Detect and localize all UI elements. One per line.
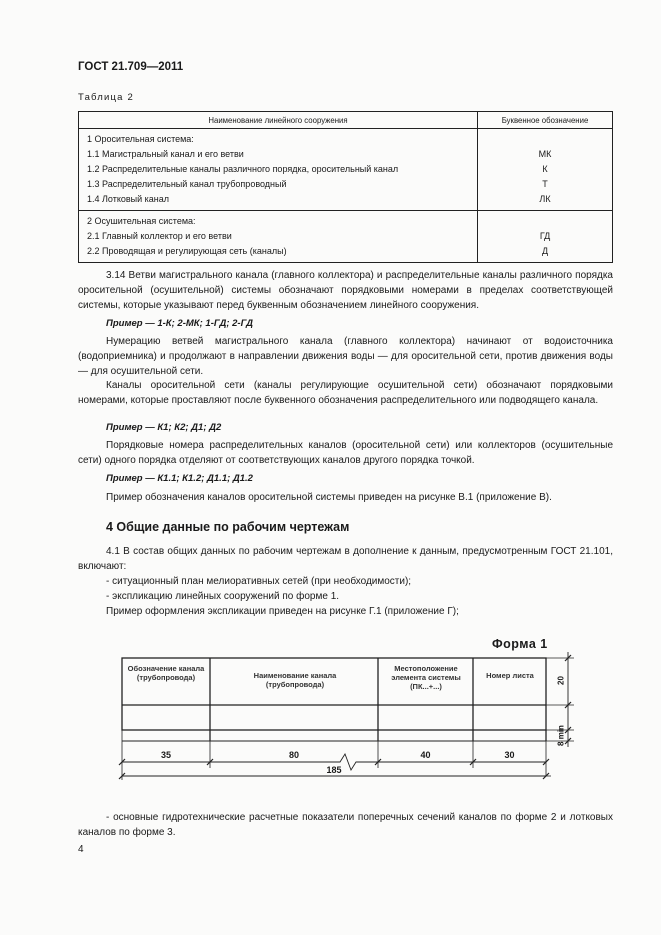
section-4-heading: 4 Общие данные по рабочим чертежам <box>106 520 350 534</box>
table-row-name: 1.2 Распределительные каналы различного порядка, оросительный канал <box>87 164 399 174</box>
col-header-code: Буквенное обозначение <box>478 112 613 129</box>
form-1-width-3: 40 <box>420 750 431 760</box>
table-row-code: ЛК <box>539 194 551 204</box>
table-row-code: Д <box>541 246 549 256</box>
paragraph-numbering: Нумерацию ветвей магистрального канала (главного коллектора) начинают от водоисточника (водоприемника) и продолжают в направлении движения воды — для оросительной сети, против движения воды — для осушительной сети. <box>78 336 613 377</box>
form-1-title: Форма 1 <box>492 637 548 651</box>
paragraph-3-14: 3.14 Ветви магистрального канала (главного коллектора) и распределительные каналы различного порядка оросительной (осушительной) системы обозначают порядковыми номерами в пределах соответствующей системы, которые указывают перед буквенным обозначением линейного сооружения. <box>78 270 613 311</box>
bullet-explication: - экспликацию линейных сооружений по форме 1. <box>106 591 340 602</box>
form-1-col-name: Наименование канала (трубопровода) <box>253 671 337 689</box>
form-1-width-2: 80 <box>288 750 299 760</box>
table-row-code: Т <box>542 179 548 189</box>
col-header-name: Наименование линейного сооружения <box>79 112 478 129</box>
table-row-code: МК <box>538 149 552 159</box>
form-1-col-designation: Обозначение канала (трубопровода) <box>127 664 205 682</box>
table-caption: Таблица 2 <box>78 92 134 103</box>
paragraph-canals: Каналы оросительной сети (каналы регулирующие осушительной сети) обозначают порядковыми номерами, которые проставляют после буквенного обозначения распределительного или подводящего канала. <box>78 380 613 406</box>
table-row-name: 1.4 Лотковый канал <box>87 194 170 204</box>
table-row-code: К <box>542 164 548 174</box>
form-1-width-1: 35 <box>160 750 171 760</box>
table-row-name: 2.1 Главный коллектор и его ветви <box>87 231 232 241</box>
form-1-header-height: 20 <box>556 676 566 685</box>
paragraph-example: Пример обозначения каналов оросительной системы приведен на рисунке В.1 (приложение В). <box>106 492 552 503</box>
bullet-hydraulic-params: - основные гидротехнические расчетные показатели поперечных сечений каналов по форме 2 и лотковых каналов по форме 3. <box>78 812 613 838</box>
paragraph-4-1: 4.1 В состав общих данных по рабочим чертежам в дополнение к данным, предусмотренным ГОСТ 21.101, включают: <box>78 546 613 572</box>
example-2: Пример — К1; К2; Д1; Д2 <box>106 422 222 433</box>
paragraph-form-example: Пример оформления экспликации приведен на рисунке Г.1 (приложение Г); <box>106 606 459 617</box>
page-number: 4 <box>78 844 84 855</box>
table-row-name: 2 Осушительная система: <box>87 216 196 226</box>
form-1-total-width: 185 <box>326 765 342 775</box>
form-1-col-location: Местоположение элемента системы (ПК...+...) <box>391 664 461 691</box>
bullet-situation-plan: - ситуационный план мелиоративных сетей (при необходимости); <box>106 576 412 587</box>
document-code: ГОСТ 21.709—2011 <box>78 61 184 73</box>
form-1-width-4: 30 <box>504 750 515 760</box>
table-row-name: 2.2 Проводящая и регулирующая сеть (каналы) <box>87 246 287 256</box>
form-1-row-height: 8 min <box>556 725 566 746</box>
table-row-code: ГД <box>539 231 551 241</box>
example-3: Пример — К1.1; К1.2; Д1.1; Д1.2 <box>106 473 253 484</box>
paragraph-order: Порядковые номера распределительных каналов (оросительной сети) или коллекторов (осушительные сети) одного порядка отделяют от соответствующих каналов другого порядка точкой. <box>78 440 613 466</box>
table-row-name: 1.1 Магистральный канал и его ветви <box>87 149 244 159</box>
table-row-name: 1.3 Распределительный канал трубопроводный <box>87 179 287 189</box>
form-1-col-sheet: Номер листа <box>486 671 534 680</box>
table-row-name: 1 Оросительная система: <box>87 134 194 144</box>
example-1: Пример — 1-К; 2-МК; 1-ГД; 2-ГД <box>106 318 254 329</box>
